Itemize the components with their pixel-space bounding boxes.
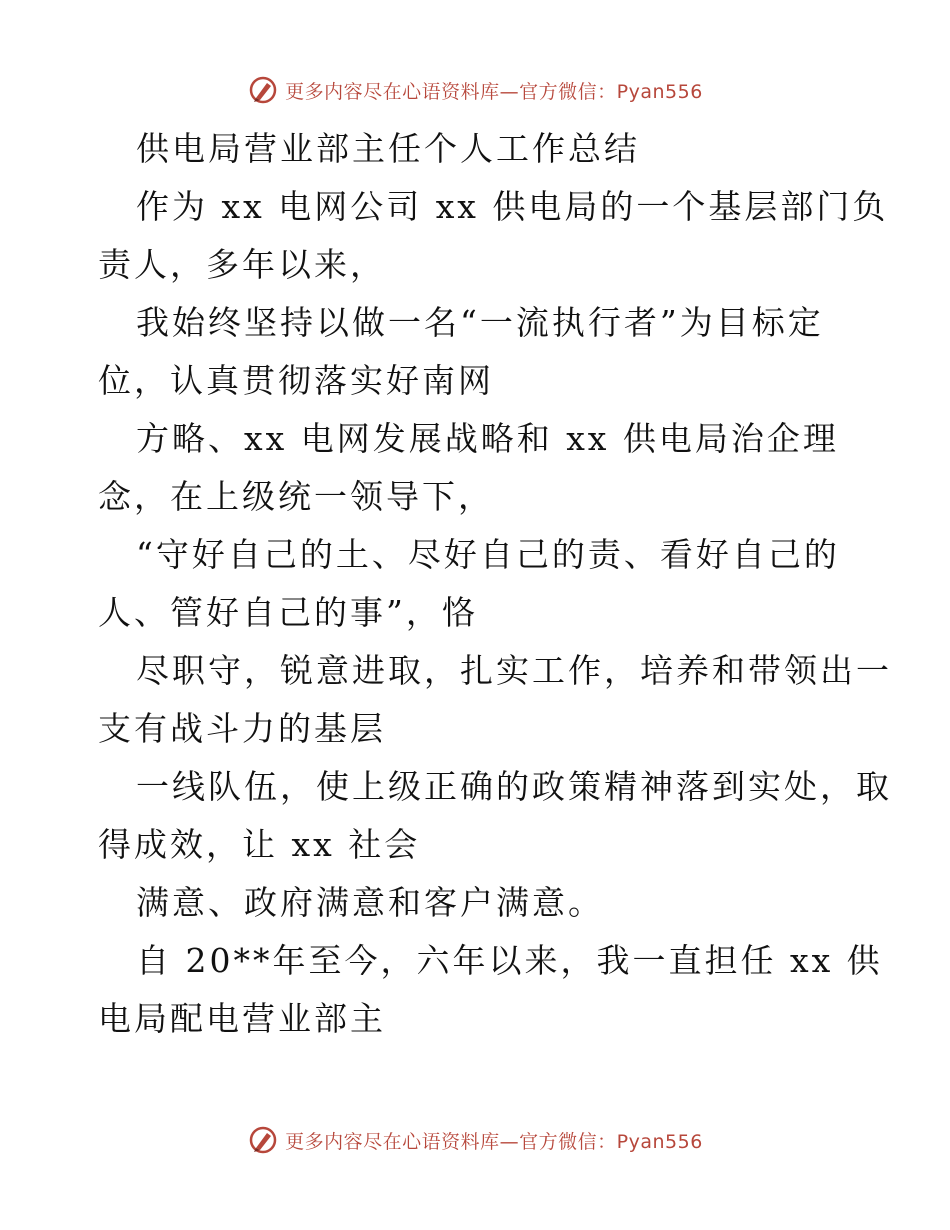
document-line: 方略、xx 电网发展战略和 xx 供电局治企理	[136, 419, 839, 458]
document-line: 尽职守，锐意进取，扎实工作，培养和带领出一	[136, 651, 892, 690]
document-line: 我始终坚持以做一名“一流执行者”为目标定	[136, 303, 824, 342]
document-line: 位，认真贯彻落实好南网	[98, 361, 494, 400]
header-banner-text: 更多内容尽在心语资料库—官方微信：Pyan556	[285, 80, 703, 103]
document-line: 供电局营业部主任个人工作总结	[136, 129, 640, 168]
footer-banner	[0, 1120, 950, 1160]
footer-banner-text: 更多内容尽在心语资料库—官方微信：Pyan556	[285, 1130, 703, 1153]
document-line: 满意、政府满意和客户满意。	[136, 883, 604, 922]
document-line: 作为 xx 电网公司 xx 供电局的一个基层部门负	[136, 187, 889, 226]
document-line: 支有战斗力的基层	[98, 709, 386, 748]
pen-in-circle-logo-icon	[247, 1124, 279, 1156]
document-line: “守好自己的土、尽好自己的责、看好自己的	[136, 535, 840, 574]
document-line: 电局配电营业部主	[98, 999, 386, 1038]
document-line: 自 20**年至今，六年以来，我一直担任 xx 供	[136, 941, 883, 980]
document-line: 得成效，让 xx 社会	[98, 825, 421, 864]
pen-in-circle-logo-icon	[247, 74, 279, 106]
header-banner	[0, 70, 950, 110]
document-line: 念，在上级统一领导下，	[98, 477, 494, 516]
document-line: 一线队伍，使上级正确的政策精神落到实处，取	[136, 767, 892, 806]
document-line: 责人，多年以来，	[98, 245, 386, 284]
document-line: 人、管好自己的事”，恪	[98, 593, 478, 632]
document-body	[98, 120, 892, 1048]
